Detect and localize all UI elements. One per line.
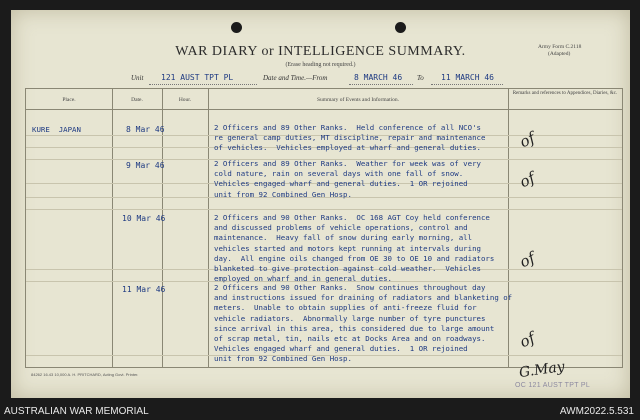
- to-label: To: [417, 74, 424, 82]
- archive-caption-left: AUSTRALIAN WAR MEMORIAL: [4, 406, 149, 417]
- officer-stamp: OC 121 AUST TPT PL: [515, 382, 591, 389]
- entry-initials: of: [516, 248, 538, 272]
- unit-underline: [149, 84, 257, 85]
- archive-caption-right: AWM2022.5.531: [559, 406, 634, 417]
- header-rule: [26, 109, 622, 110]
- row-rule: [26, 209, 622, 210]
- entry-text: 2 Officers and 90 Other Ranks. OC 168 AGT Coy held conference and discussed problems of vehicle operations, control and maintenance. Heavy fall of snow during early morning, all vehicles started and motors kept running at intervals during day. All engine oils changed from OE 30 to OE 10 and radiators blanketed to give protection against cold weather. Vehicles employed on wharf and in general duties.: [214, 213, 495, 284]
- form-number: Army Form C.2118: [538, 44, 582, 50]
- col-divider: [112, 89, 113, 367]
- entry-date: 10 Mar 46: [122, 214, 166, 223]
- entry-text: 2 Officers and 89 Other Ranks. Held conference of all NCO's re general camp duties, MT discipline, repair and maintenance of vehicles. Vehicles employed at wharf and general duties.: [214, 123, 486, 153]
- header-date: Date.: [131, 97, 143, 103]
- entry-text: 2 Officers and 90 Other Ranks. Snow continues throughout day and instructions issued for draining of radiators and blanketing of meters. Unable to obtain supplies of anti-freeze fluid for vehicle radiators. Abnormally large number of tyre punctures since arrival in this area, this considered due to large amount of scrap metal, tin, nails etc at Docks Area and on roadways. Vehicles engaged wharf and general duties. 1 OR rejoined unit from 92 Combined Gen Hosp.: [214, 283, 513, 364]
- col-divider: [208, 89, 209, 367]
- entry-text: 2 Officers and 89 Other Ranks. Weather for week was of very cold nature, rain on several days with one fall of snow. Vehicles engaged wharf and general duties. 1 OR rejoined unit from 92 Combined Gen Hosp.: [214, 159, 481, 199]
- entry-initials: of: [516, 128, 538, 152]
- unit-label: Unit: [131, 74, 144, 82]
- header-place: Place.: [62, 97, 76, 103]
- entry-date: 9 Mar 46: [126, 161, 165, 170]
- punch-hole-left: [231, 22, 242, 33]
- entry-date: 11 Mar 46: [122, 285, 166, 294]
- form-reference: [538, 44, 608, 58]
- page-subtitle: (Erase heading not required.): [285, 62, 356, 68]
- diary-page: [11, 10, 630, 398]
- punch-hole-right: [395, 22, 406, 33]
- entry-place: KURE JAPAN: [32, 125, 81, 134]
- header-summary: Summary of Events and Information.: [316, 97, 400, 103]
- date-label: Date and Time.—From: [263, 74, 328, 82]
- from-value: 8 MARCH 46: [354, 73, 403, 82]
- printer-imprint: 84262 16.43 10,000 A. H. PRITCHARD, Acting Govt. Printer.: [31, 372, 139, 377]
- entry-initials: of: [516, 168, 538, 192]
- header-remarks: Remarks and references to Appendices, Diaries, &c.: [512, 91, 618, 96]
- to-value: 11 MARCH 46: [441, 73, 494, 82]
- entry-initials: of: [516, 328, 538, 352]
- from-underline: [349, 84, 413, 85]
- signature: G.May: [518, 358, 566, 382]
- page-title: WAR DIARY or INTELLIGENCE SUMMARY.: [175, 44, 466, 59]
- to-underline: [431, 84, 503, 85]
- diary-table: [25, 88, 623, 368]
- unit-value: 121 AUST TPT PL: [161, 73, 234, 82]
- entry-date: 8 Mar 46: [126, 125, 165, 134]
- form-note: (Adapted): [548, 51, 571, 57]
- header-hour: Hour.: [178, 97, 192, 103]
